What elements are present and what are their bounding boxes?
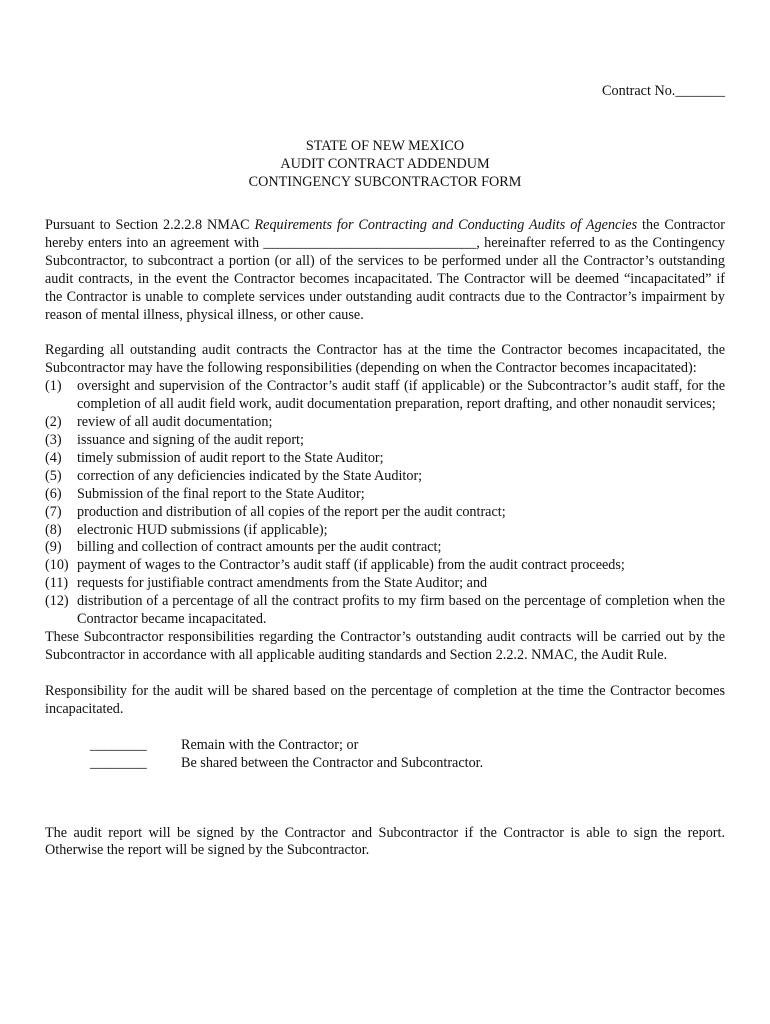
list-item-number: (2) bbox=[45, 414, 62, 431]
list-item bbox=[45, 432, 725, 450]
intro-text-start: Pursuant to Section 2.2.2.8 NMAC bbox=[45, 217, 255, 233]
choice-label: Remain with the Contractor; or bbox=[181, 736, 359, 753]
document-heading bbox=[0, 137, 770, 191]
responsibilities-intro: Regarding all outstanding audit contracts the Contractor has at the time the Contractor becomes incapacitated, the Subcontractor may have the following responsibilities (depending on when the Contractor becomes incapacitated): bbox=[45, 342, 725, 377]
list-item bbox=[45, 486, 725, 504]
list-item-number: (9) bbox=[45, 539, 62, 556]
list-item-number: (8) bbox=[45, 521, 62, 538]
list-item-text: production and distribution of all copies of the report per the audit contract; bbox=[77, 503, 506, 520]
shared-responsibility-paragraph: Responsibility for the audit will be shared based on the percentage of completion at the time the Contractor becomes incapacitated. bbox=[45, 682, 725, 717]
intro-text-rest: the Contractor hereby enters into an agreement with ______________________________, hereinafter referred to as the Contingency Subcontractor, to subcontract a portion (or all) of the services to be performed under all the Contractor’s outstanding audit contracts, in the event the Contractor becomes incapacitated. The Contractor will be deemed “incapacitated” if the Contractor is unable to complete services under outstanding audit contracts due to the Contractor’s impairment by reason of mental illness, physical illness, or other cause. bbox=[45, 217, 725, 323]
list-item-number: (12) bbox=[45, 593, 69, 610]
contract-number: Contract No._______ bbox=[602, 83, 725, 99]
list-item-text: correction of any deficiencies indicated by the State Auditor; bbox=[77, 467, 423, 484]
responsibilities-list bbox=[45, 378, 725, 629]
list-item-number: (7) bbox=[45, 503, 62, 520]
list-item-text: review of all audit documentation; bbox=[77, 414, 273, 431]
list-item-number: (4) bbox=[45, 449, 62, 466]
list-item bbox=[45, 593, 725, 629]
choice-blank-line[interactable]: ________ bbox=[90, 754, 147, 771]
list-item bbox=[45, 504, 725, 522]
regulation-title: Requirements for Contracting and Conducting Audits of Agencies bbox=[254, 217, 638, 233]
document-body bbox=[45, 217, 725, 860]
intro-paragraph bbox=[45, 217, 725, 324]
list-item bbox=[45, 539, 725, 557]
heading-state: STATE OF NEW MEXICO bbox=[305, 138, 465, 154]
responsibility-choices bbox=[45, 736, 725, 772]
list-item bbox=[45, 468, 725, 486]
list-item-text: distribution of a percentage of all the contract profits to my firm based on the percentage of completion when the Contractor became incapacitated. bbox=[77, 593, 725, 628]
list-item-text: Submission of the final report to the State Auditor; bbox=[77, 485, 365, 502]
list-item-text: issuance and signing of the audit report; bbox=[77, 431, 304, 448]
list-item-number: (11) bbox=[45, 575, 69, 592]
choice-option bbox=[45, 754, 725, 772]
list-item-text: oversight and supervision of the Contractor’s audit staff (if applicable) or the Subcontractor’s audit staff, for the completion of all audit field work, audit documentation preparation, report drafting, and other nonaudit services; bbox=[77, 378, 725, 413]
signing-paragraph: The audit report will be signed by the Contractor and Subcontractor if the Contractor is able to sign the report. Otherwise the report will be signed by the Subcontractor. bbox=[45, 824, 725, 859]
list-item bbox=[45, 414, 725, 432]
list-item-number: (6) bbox=[45, 485, 62, 502]
list-item-text: payment of wages to the Contractor’s audit staff (if applicable) from the audit contract proceeds; bbox=[77, 557, 625, 574]
list-item-text: billing and collection of contract amounts per the audit contract; bbox=[77, 539, 442, 556]
list-item-number: (3) bbox=[45, 431, 62, 448]
list-item bbox=[45, 378, 725, 414]
list-item-number: (10) bbox=[45, 557, 69, 574]
choice-blank-line[interactable]: ________ bbox=[90, 736, 147, 753]
choice-option bbox=[45, 736, 725, 754]
heading-form-title: CONTINGENCY SUBCONTRACTOR FORM bbox=[248, 174, 522, 190]
list-item bbox=[45, 575, 725, 593]
responsibilities-outro: These Subcontractor responsibilities regarding the Contractor’s outstanding audit contracts will be carried out by the Subcontractor in accordance with all applicable auditing standards and Section 2.2.2. NMAC, the Audit Rule. bbox=[45, 628, 725, 663]
heading-addendum: AUDIT CONTRACT ADDENDUM bbox=[280, 156, 490, 172]
list-item bbox=[45, 450, 725, 468]
list-item-text: timely submission of audit report to the State Auditor; bbox=[77, 449, 384, 466]
list-item-number: (1) bbox=[45, 378, 62, 395]
choice-label: Be shared between the Contractor and Subcontractor. bbox=[181, 754, 484, 771]
list-item bbox=[45, 557, 725, 575]
list-item-number: (5) bbox=[45, 467, 62, 484]
list-item-text: electronic HUD submissions (if applicable); bbox=[77, 521, 328, 538]
list-item-text: requests for justifiable contract amendments from the State Auditor; and bbox=[77, 575, 488, 592]
list-item bbox=[45, 522, 725, 540]
